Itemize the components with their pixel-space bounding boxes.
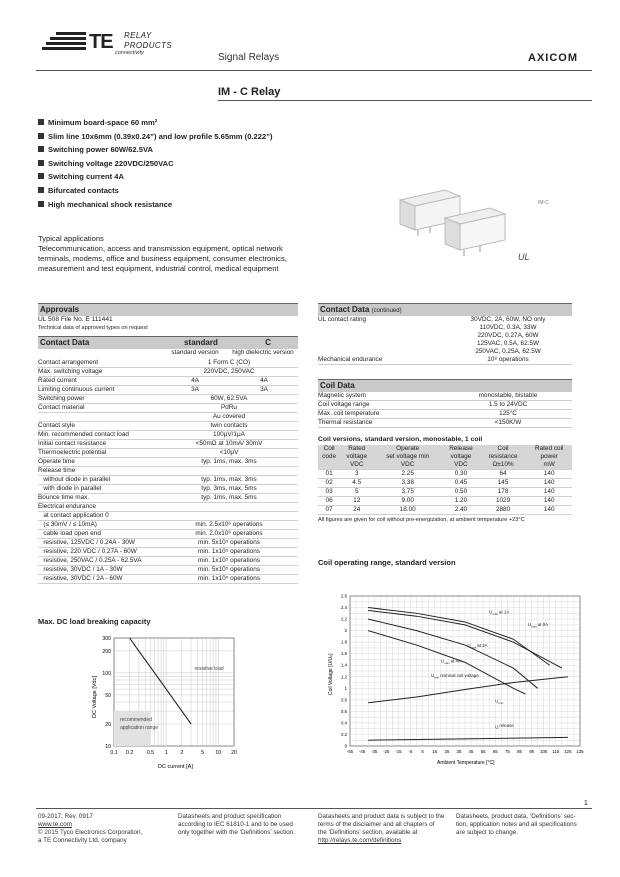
definitions-link[interactable]: http://relays.te.com/definitions bbox=[318, 837, 402, 844]
feature-item: High mechanical shock resistance bbox=[38, 200, 358, 209]
applications-heading: Typical applications bbox=[38, 234, 104, 243]
contact-data-row: resistive, 30VDC / 1A - 30W min. 5x10⁵ operations bbox=[38, 566, 298, 575]
contact-data-row: Min. recommended contact load 100μV/1μA bbox=[38, 431, 298, 440]
x-tick-label: 0.2 bbox=[126, 750, 134, 756]
feature-item: Switching voltage 220VDC/250VAC bbox=[38, 159, 358, 168]
page-title: IM - C Relay bbox=[218, 86, 281, 98]
x-tick-label: 85 bbox=[517, 749, 522, 754]
page-number: 1 bbox=[584, 800, 588, 807]
y-tick-label: 2.2 bbox=[341, 616, 347, 622]
y-tick-label: 20 bbox=[105, 721, 111, 728]
feature-item: Switching power 60W/62.5VA bbox=[38, 145, 358, 154]
contact-data-row: Bounce time max. typ. 1ms, max. 5ms bbox=[38, 494, 298, 503]
chart-coil-title: Coil operating range, standard version bbox=[318, 558, 456, 567]
y-tick-label: 2.6 bbox=[341, 593, 347, 599]
y-tick-label: 0.8 bbox=[341, 697, 347, 703]
x-tick-label: 115 bbox=[552, 749, 560, 754]
contact-data-row: Thermoelectric potential <10μV bbox=[38, 449, 298, 458]
x-tick-label: 15 bbox=[432, 749, 438, 754]
x-tick-label: -55 bbox=[346, 749, 354, 754]
y-tick-label: 300 bbox=[102, 636, 111, 642]
te-stripes-icon bbox=[42, 32, 86, 52]
x-tick-label: 5 bbox=[421, 749, 424, 754]
annotation-application-range: application range bbox=[119, 725, 159, 732]
section-label: Signal Relays bbox=[218, 52, 280, 63]
contact-data-row: resistive, 125VDC / 0.24A - 30W min. 5x10⁵ operations bbox=[38, 539, 298, 548]
y-tick-label: 50 bbox=[105, 692, 111, 699]
series-label: $U_{min}$ bbox=[495, 698, 504, 706]
coil-version-row: 06 12 9.00 1.20 1029 140 bbox=[318, 497, 572, 506]
x-tick-label: 25 bbox=[444, 749, 450, 754]
feature-item: Switching current 4A bbox=[38, 172, 358, 181]
x-axis-label: Ambient Temperature [°C] bbox=[437, 760, 495, 766]
x-tick-label: 95 bbox=[529, 749, 534, 754]
website-link[interactable]: www.te.com bbox=[38, 821, 72, 828]
y-tick-label: 1.2 bbox=[341, 674, 347, 680]
y-tick-label: 1.4 bbox=[341, 662, 347, 668]
y-axis-label: DC Voltage [Vdc] bbox=[92, 676, 98, 718]
y-tick-label: 100 bbox=[102, 670, 111, 677]
footer-col-3: Datasheets and product data is subject to the terms of the disclaimer and all chapters of the ‘Definitions’ section, available at http://relays.te.com/definitions bbox=[318, 813, 453, 845]
annotation-resistive-load: resistive load bbox=[194, 665, 224, 672]
series-label: $U_{min}nominal$ coil voltage bbox=[431, 672, 479, 680]
x-tick-label: -45 bbox=[358, 749, 366, 754]
x-tick-label: 5 bbox=[201, 750, 205, 756]
contact-data-row: at contact application 0 bbox=[38, 512, 298, 521]
contact-data-row: Rated current 4A 4A bbox=[38, 377, 298, 386]
coil-versions-note: All figures are given for coil without pre-energization, at ambient temperature +23°C bbox=[318, 517, 525, 523]
contact-data-row: without diode in parallel typ. 1ms, max. 3ms bbox=[38, 476, 298, 485]
contact-data-row: cable load open end min. 2.0x10⁶ operations bbox=[38, 530, 298, 539]
y-tick-label: 2 bbox=[344, 628, 347, 634]
x-tick-label: 75 bbox=[504, 749, 510, 754]
x-tick-label: 135 bbox=[576, 749, 584, 754]
x-tick-label: 125 bbox=[564, 749, 572, 754]
coil-version-row: 07 24 18.00 2.40 2880 140 bbox=[318, 506, 572, 515]
contact-data-row: Limiting continuous current 3A 3A bbox=[38, 386, 298, 395]
image-label: IM-C bbox=[538, 200, 549, 206]
feature-list bbox=[38, 118, 358, 213]
coil-versions-heading: Coil versions, standard version, monostable, 1 coil bbox=[318, 436, 483, 443]
contact-data-subheader: standard version high dielectric version bbox=[171, 349, 294, 356]
approvals-line2: Technical data of approved types on request bbox=[38, 325, 148, 331]
ul-mark-icon: UL bbox=[518, 252, 530, 262]
x-tick-label: 0.5 bbox=[146, 750, 155, 756]
contact-data-row: resistive, 30VDC / 2A - 60W min. 1x10⁵ operations bbox=[38, 575, 298, 584]
coil-version-row: 02 4.5 3.38 0.45 145 140 bbox=[318, 479, 572, 488]
contact-data-row: Contact material PdRu bbox=[38, 404, 298, 413]
x-tick-label: -15 bbox=[395, 749, 402, 754]
contact-data-row: Release time bbox=[38, 467, 298, 476]
te-logo bbox=[42, 28, 172, 62]
contact-data-row: Initial contact resistance <50mΩ at 10mA/ 30mV bbox=[38, 440, 298, 449]
y-tick-label: 2.4 bbox=[341, 605, 347, 611]
x-axis-label: DC current [A] bbox=[158, 764, 193, 770]
x-tick-label: -5 bbox=[408, 749, 413, 754]
coil-versions-header-row: Coil code Rated voltage VDC Operate set voltage min VDC Release voltage VDC Coil resistance Ω±10% Rated coil power mW bbox=[318, 445, 572, 470]
title-rule bbox=[218, 100, 592, 101]
series-label: $U_{max}at$ 1A bbox=[489, 609, 510, 616]
y-tick-label: 0 bbox=[344, 743, 347, 749]
y-tick-label: 1 bbox=[344, 685, 347, 691]
footer-col-1: 09-2017, Rev. 0917 www.te.com © 2015 Tyco Electronics Corporation, a TE Connectivity Ltd. company bbox=[38, 813, 148, 845]
series-label: $U_{max}at$ 4A bbox=[440, 658, 461, 665]
y-tick-label: 200 bbox=[102, 648, 111, 655]
x-tick-label: 0.1 bbox=[110, 750, 118, 756]
x-tick-label: 45 bbox=[468, 749, 474, 754]
coil-range-chart bbox=[318, 588, 592, 778]
series-label: $U_{max}at$ 3A bbox=[467, 642, 488, 650]
footer-col-4: Datasheets, product data, ‘Definitions’ sec- tion, application notes and all specifications are subject to change. bbox=[456, 813, 577, 836]
relay-product-image bbox=[390, 178, 570, 268]
coil-version-row: 03 5 3.75 0.50 178 140 bbox=[318, 488, 572, 497]
applications-line: terminals, modems, office and business equipment, consumer electronics, bbox=[38, 254, 287, 263]
x-tick-label: 2 bbox=[180, 750, 184, 756]
contact-data-row: Operate time typ. 1ms, max. 3ms bbox=[38, 458, 298, 467]
logo-te-text: TE bbox=[89, 31, 113, 53]
ul-contact-rating: UL contact rating 30VDC, 2A, 60W, NO only 110VDC, 0.3A, 33W 220VDC, 0.27A, 60W 125VAC, 0.5A, 62.5W 250VAC, 0.25A, 62.5W bbox=[318, 316, 546, 355]
contact-data-row: Max. switching voltage 220VDC, 250VAC bbox=[38, 368, 298, 377]
x-tick-label: 55 bbox=[480, 749, 486, 754]
series-label: $U_{max}at$ 0A bbox=[527, 622, 549, 629]
y-axis-label: Coil Voltage [U/Uₙ] bbox=[328, 653, 334, 695]
footer-rule bbox=[36, 808, 592, 809]
coil-versions-table bbox=[318, 445, 572, 515]
contact-data-row: (≤ 30mV / ≤ 10mA) min. 2.5x10⁶ operations bbox=[38, 521, 298, 530]
applications-line: Telecommunication, access and transmission equipment, optical network bbox=[38, 244, 283, 253]
logo-tagline: connectivity bbox=[115, 50, 144, 56]
x-tick-label: 10 bbox=[215, 750, 222, 756]
mechanical-endurance-row: Mechanical endurance 10⁸ operations bbox=[318, 356, 572, 365]
left-column bbox=[38, 303, 298, 584]
relay-products-label: RELAY PRODUCTS bbox=[124, 31, 173, 50]
contact-data-row: with diode in parallel typ. 3ms, max. 5ms bbox=[38, 485, 298, 494]
y-tick-label: 0.2 bbox=[341, 731, 347, 737]
x-tick-label: 105 bbox=[540, 749, 548, 754]
contact-data-row: Contact arrangement 1 Form C (CO) bbox=[38, 359, 298, 368]
series-label: Urelease bbox=[495, 723, 514, 730]
x-tick-label: 1 bbox=[164, 750, 168, 756]
x-tick-label: 35 bbox=[456, 749, 462, 754]
footer-col-2: Datasheets and product specification according to IEC 61810-1 and to be used only together with the ‘Definitions’ section. bbox=[178, 813, 296, 836]
dc-load-chart bbox=[38, 628, 253, 773]
right-column: Contact Data (continued) UL contact rating 30VDC, 2A, 60W, NO only 110VDC, 0.3A, 33W 220VDC, 0.27A, 60W 125VAC, 0.5A, 62.5W 250VAC, 0.25A, 62.5W Mechanical endurance 10⁸ operations Coil Data Magnetic system monostable, bistable Coil voltage range 1.5 to 24VDC Max. coil temperature 125°C Thermal resistance <150K/W Coil versions, standard version, monostable, 1 coil Coil code Rated voltage VDC Operate set voltage min VDC Release voltage VDC Coil resistance Ω±10% Rated coil power mW 01 3 2.25 0.30 64 140 02 4.5 3.38 0.45 145 140 03 5 3.75 0.50 178 140 06 12 9.00 1.20 1029 140 07 24 18.00 2.40 2880 140 All figures are given for coil without pre-energization, at ambient temperature +23°C bbox=[318, 303, 572, 524]
header-rule bbox=[36, 70, 592, 71]
y-tick-label: 0.4 bbox=[341, 720, 347, 726]
x-tick-label: 65 bbox=[492, 749, 498, 754]
contact-data-row: Au covered bbox=[38, 413, 298, 422]
feature-item: Minimum board-space 60 mm² bbox=[38, 118, 358, 127]
contact-data-row: Switching power 60W, 62.5VA bbox=[38, 395, 298, 404]
coil-data-heading: Coil Data bbox=[318, 380, 572, 392]
applications-line: measurement and test equipment, industrial control, medical equipment bbox=[38, 264, 279, 273]
y-tick-label: 1.6 bbox=[341, 651, 347, 657]
contact-data-row: Electrical endurance bbox=[38, 503, 298, 512]
applications bbox=[38, 234, 318, 274]
approvals-heading: Approvals bbox=[38, 304, 298, 316]
x-tick-label: 20 bbox=[231, 750, 237, 756]
x-tick-label: -25 bbox=[383, 749, 390, 754]
contact-data-cont-heading: Contact Data (continued) bbox=[318, 304, 572, 316]
contact-data-table bbox=[38, 359, 298, 584]
brand-label: AXICOM bbox=[528, 52, 578, 64]
feature-item: Slim line 10x6mm (0.39x0.24”) and low profile 5.65mm (0.222”) bbox=[38, 132, 358, 141]
approvals-line1: UL 508 File No. E 111441 bbox=[38, 316, 113, 323]
feature-item: Bifurcated contacts bbox=[38, 186, 358, 195]
chart-dc-title: Max. DC load breaking capacity bbox=[38, 617, 151, 626]
y-tick-label: 0.6 bbox=[341, 708, 347, 714]
contact-data-row: Contact style twin contacts bbox=[38, 422, 298, 431]
x-tick-label: -35 bbox=[371, 749, 378, 754]
y-tick-label: 10 bbox=[105, 744, 111, 750]
contact-data-heading: Contact Data standard C bbox=[38, 337, 298, 349]
contact-data-row: resistive, 250VAC / 0.25A - 62.5VA min. 1x10⁵ operations bbox=[38, 557, 298, 566]
contact-data-row: resistive, 220 VDC / 0.27A - 60W min. 1x10⁵ operations bbox=[38, 548, 298, 557]
y-tick-label: 1.8 bbox=[341, 639, 347, 645]
annotation-recommended: recommended bbox=[119, 716, 152, 723]
coil-version-row: 01 3 2.25 0.30 64 140 bbox=[318, 470, 572, 479]
